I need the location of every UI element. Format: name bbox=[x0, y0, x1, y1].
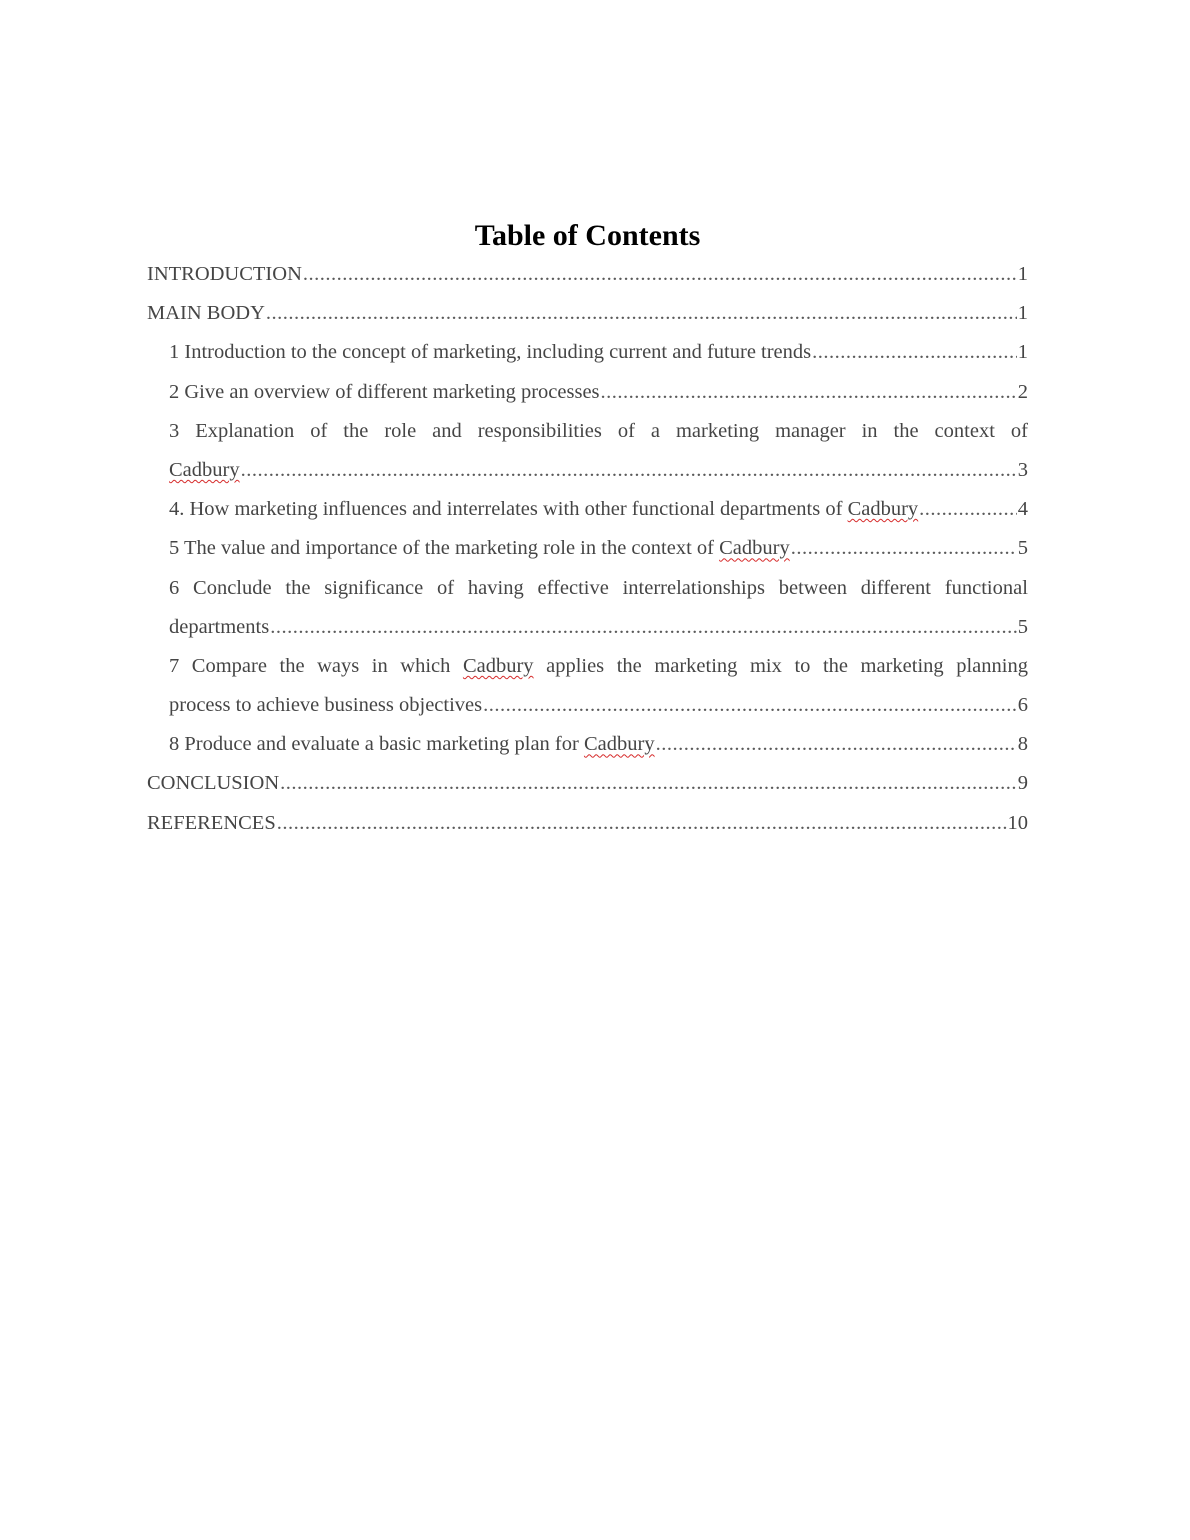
toc-entry-line bbox=[169, 333, 1028, 372]
toc-entry-line bbox=[147, 804, 1028, 843]
toc-leader-dots bbox=[656, 725, 1017, 764]
toc-entry[interactable] bbox=[169, 412, 1028, 490]
toc-word: manager bbox=[775, 419, 846, 442]
toc-word: of bbox=[617, 419, 635, 442]
toc-word: which bbox=[400, 654, 451, 677]
toc-word: interrelationships bbox=[622, 576, 765, 599]
toc-word: the bbox=[616, 654, 642, 677]
toc-entry-title: 2 Give an overview of different marketing processes bbox=[169, 380, 600, 403]
toc-word: context bbox=[934, 419, 995, 442]
toc-word: 7 bbox=[169, 654, 180, 677]
toc-entry-title: process to achieve business objectives bbox=[169, 694, 483, 717]
spellcheck-flagged-word: Cadbury bbox=[169, 458, 240, 481]
toc-entry-title: 5 The value and importance of the marketing role in the context of Cadbury bbox=[169, 537, 790, 560]
toc-word: Conclude bbox=[193, 576, 272, 599]
toc-page-number: 10 bbox=[1007, 811, 1028, 834]
toc-word: Explanation bbox=[195, 419, 295, 442]
toc-entry-line bbox=[147, 294, 1028, 333]
toc-entry[interactable] bbox=[169, 647, 1028, 725]
toc-entry-title: 8 Produce and evaluate a basic marketing plan for Cadbury bbox=[169, 733, 655, 756]
toc-leader-dots bbox=[270, 608, 1017, 647]
toc-entry-title: CONCLUSION bbox=[147, 772, 280, 795]
toc-entry[interactable] bbox=[147, 764, 1028, 803]
toc-entry-line bbox=[169, 373, 1028, 412]
toc-entry-title: departments bbox=[169, 615, 270, 638]
toc-word: responsibilities bbox=[477, 419, 602, 442]
toc-word: mix bbox=[749, 654, 782, 677]
toc-entry-line bbox=[169, 725, 1028, 764]
toc-leader-dots bbox=[266, 294, 1017, 333]
toc-entry-line bbox=[169, 529, 1028, 568]
toc-word: the bbox=[893, 419, 919, 442]
toc-entry-line bbox=[147, 764, 1028, 803]
toc-leader-dots bbox=[241, 451, 1017, 490]
toc-word: to bbox=[794, 654, 811, 677]
toc-word: 3 bbox=[169, 419, 180, 442]
toc-leader-dots bbox=[791, 529, 1017, 568]
spellcheck-flagged-word: Cadbury bbox=[847, 498, 919, 521]
toc-word: 6 bbox=[169, 576, 180, 599]
toc-leader-dots bbox=[280, 764, 1017, 803]
spellcheck-flagged-word: Cadbury bbox=[462, 654, 534, 677]
toc-entry[interactable] bbox=[147, 255, 1028, 294]
toc-entry-wrapped-line bbox=[169, 647, 1028, 686]
toc-page-number: 6 bbox=[1017, 694, 1028, 717]
toc-word: and bbox=[432, 419, 462, 442]
toc-page-number: 5 bbox=[1017, 615, 1028, 638]
toc-word: significance bbox=[324, 576, 424, 599]
toc-page-number: 9 bbox=[1017, 772, 1028, 795]
toc-entry-line bbox=[169, 686, 1028, 725]
toc-entry-line bbox=[169, 451, 1028, 490]
toc-entry[interactable] bbox=[147, 294, 1028, 333]
toc-entry[interactable] bbox=[147, 804, 1028, 843]
toc-leader-dots bbox=[303, 255, 1017, 294]
toc-entry-wrapped-line bbox=[169, 569, 1028, 608]
toc-word: the bbox=[822, 654, 848, 677]
toc-word: the bbox=[343, 419, 369, 442]
toc-word: between bbox=[778, 576, 848, 599]
toc-leader-dots bbox=[919, 490, 1017, 529]
spellcheck-flagged-word: Cadbury bbox=[719, 537, 790, 560]
toc-entry-title: 1 Introduction to the concept of marketing, including current and future trends bbox=[169, 341, 812, 364]
toc-word: Compare bbox=[191, 654, 267, 677]
toc-page-number: 4 bbox=[1017, 498, 1028, 521]
toc-leader-dots bbox=[812, 333, 1017, 372]
toc-entry-title: REFERENCES bbox=[147, 811, 276, 834]
toc-word: the bbox=[285, 576, 311, 599]
toc-entry[interactable] bbox=[169, 490, 1028, 529]
toc-word: different bbox=[860, 576, 931, 599]
toc-word: the bbox=[279, 654, 305, 677]
toc-word: role bbox=[384, 419, 417, 442]
toc-entry-line bbox=[147, 255, 1028, 294]
toc-entry[interactable] bbox=[169, 333, 1028, 372]
toc-page-number: 8 bbox=[1017, 733, 1028, 756]
toc-entry-title: MAIN BODY bbox=[147, 302, 265, 325]
toc-entry[interactable] bbox=[169, 725, 1028, 764]
toc-word: marketing bbox=[675, 419, 760, 442]
toc-leader-dots bbox=[277, 804, 1007, 843]
toc-word: of bbox=[1010, 419, 1028, 442]
toc-word: in bbox=[371, 654, 388, 677]
toc-page-number: 1 bbox=[1017, 263, 1028, 285]
toc-entry[interactable] bbox=[169, 529, 1028, 568]
spellcheck-flagged-word: Cadbury bbox=[583, 733, 655, 756]
toc-word: ways bbox=[317, 654, 360, 677]
toc-word: applies bbox=[546, 654, 605, 677]
toc-word: of bbox=[437, 576, 455, 599]
toc-word: marketing bbox=[654, 654, 738, 677]
toc-entry-title bbox=[169, 451, 240, 490]
toc-page-number: 2 bbox=[1017, 380, 1028, 403]
toc-page-number: 1 bbox=[1017, 341, 1028, 364]
toc-entry-line bbox=[169, 608, 1028, 647]
toc-word: functional bbox=[944, 576, 1028, 599]
toc-title: Table of Contents bbox=[474, 219, 701, 252]
toc-word: in bbox=[861, 419, 878, 442]
toc-leader-dots bbox=[483, 686, 1017, 725]
toc-entry-list bbox=[147, 255, 1028, 843]
toc-entry-wrapped-line bbox=[169, 412, 1028, 451]
toc-word: of bbox=[310, 419, 328, 442]
toc-page-number: 1 bbox=[1017, 302, 1028, 325]
toc-entry[interactable] bbox=[169, 373, 1028, 412]
toc-word: effective bbox=[537, 576, 609, 599]
toc-word: a bbox=[650, 419, 660, 442]
toc-entry[interactable] bbox=[169, 569, 1028, 647]
toc-entry-title: INTRODUCTION bbox=[147, 263, 302, 285]
toc-leader-dots bbox=[601, 373, 1017, 412]
toc-entry-line bbox=[169, 490, 1028, 529]
toc-word: marketing bbox=[860, 654, 944, 677]
toc-page-number: 3 bbox=[1017, 458, 1028, 481]
table-of-contents bbox=[147, 218, 1028, 843]
toc-entry-title: 4. How marketing influences and interrelates with other functional departments of Cadbury bbox=[169, 498, 919, 521]
toc-word: having bbox=[467, 576, 524, 599]
toc-page-number: 5 bbox=[1017, 537, 1028, 560]
toc-word: planning bbox=[956, 654, 1028, 677]
